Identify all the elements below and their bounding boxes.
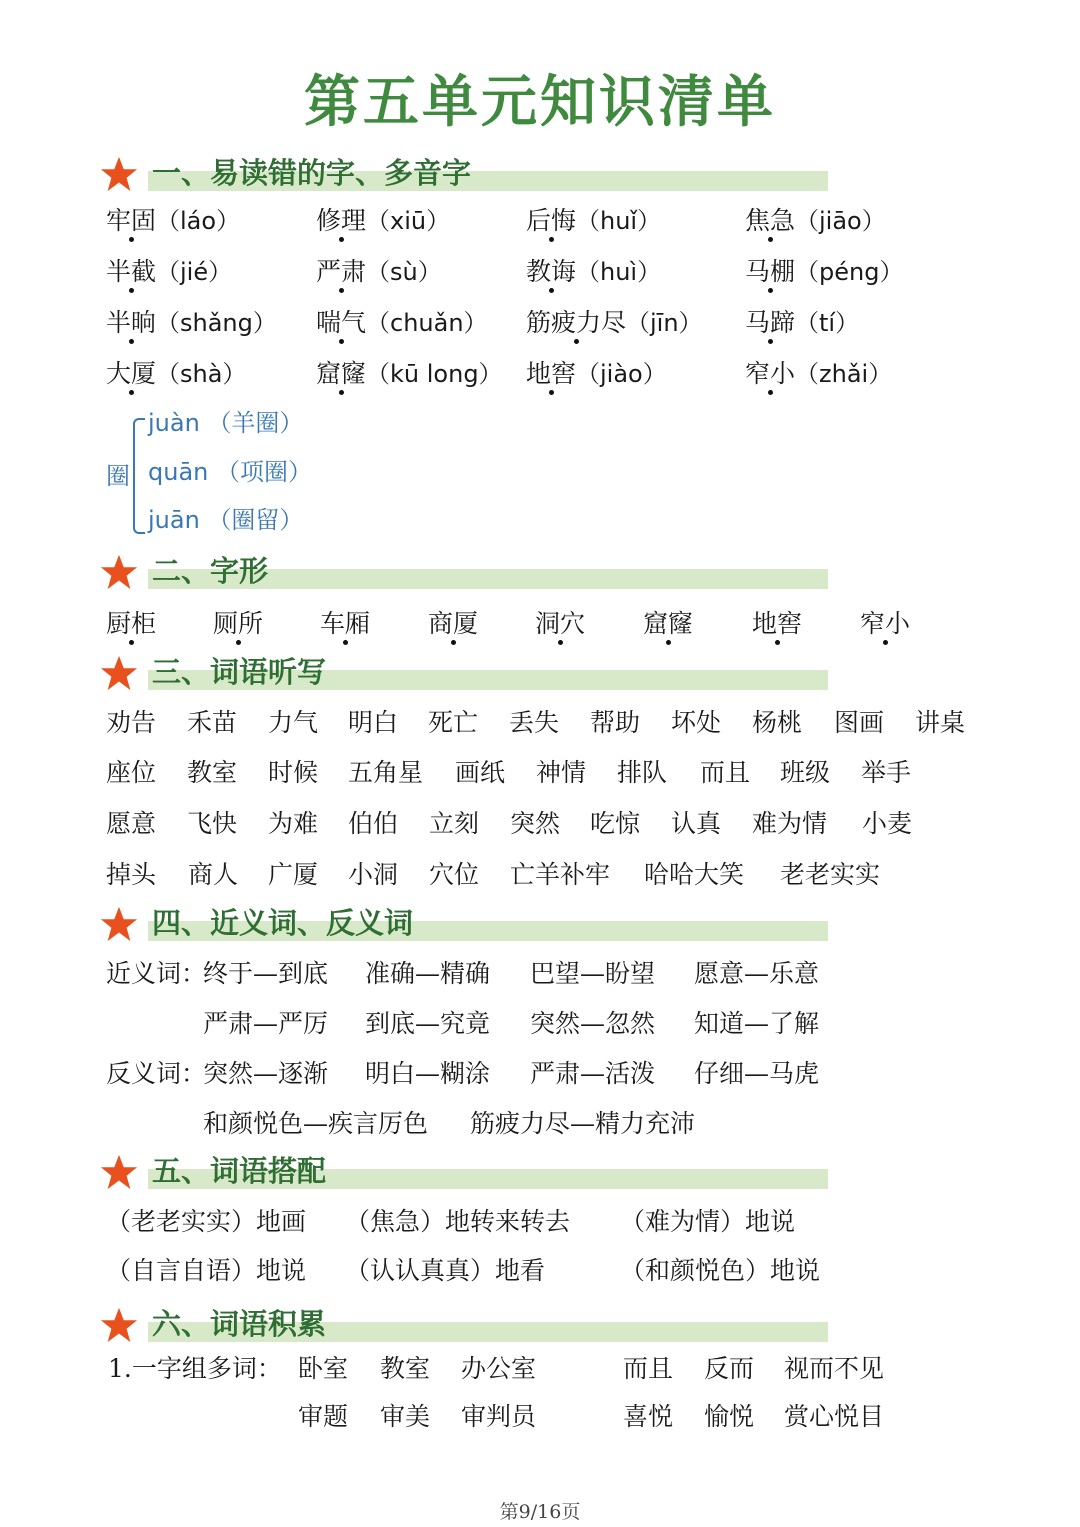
reading-item: 马蹄（tí） <box>745 308 860 337</box>
synonym-pair: 到底—究竟 <box>365 1009 491 1038</box>
dictation-word: 认真 <box>671 809 722 838</box>
accumulation-word: 喜悦 <box>623 1402 674 1431</box>
star-icon <box>100 1306 138 1344</box>
synonym-pair: 突然—忽然 <box>530 1009 656 1038</box>
word-item: 厕所 <box>213 609 264 638</box>
page-title: 第五单元知识清单 <box>304 70 776 135</box>
reading-item: 大厦（shà） <box>106 359 247 388</box>
polyphone-char: 圈 <box>106 462 130 490</box>
dictation-word: 广厦 <box>268 860 319 889</box>
word-item: 地窖 <box>752 609 803 638</box>
reading-item: 后悔（huǐ） <box>526 206 662 235</box>
word-item: 窟窿 <box>643 609 694 638</box>
reading-item: 喘气（chuǎn） <box>316 308 488 337</box>
dictation-word: 教室 <box>187 758 238 787</box>
section-heading: 三、词语听写 <box>152 655 327 689</box>
reading-item: 马棚（péng） <box>745 257 904 286</box>
star-icon <box>100 654 138 692</box>
dictation-word: 为难 <box>268 809 319 838</box>
antonym-pair: 和颜悦色—疾言厉色 <box>203 1109 429 1138</box>
accumulation-word: 审判员 <box>461 1402 537 1431</box>
collocation: （自言自语）地说 <box>106 1256 307 1285</box>
dictation-word: 突然 <box>510 809 561 838</box>
reading-item: 严肃（sù） <box>316 257 442 286</box>
dictation-word: 禾苗 <box>187 708 238 737</box>
dictation-word: 帮助 <box>590 708 641 737</box>
word-item: 洞穴 <box>535 609 586 638</box>
dictation-word: 杨桃 <box>752 708 803 737</box>
star-icon <box>100 553 138 591</box>
dictation-word: 亡羊补牢 <box>510 860 611 889</box>
page-number: 第9/16页 <box>499 1501 581 1523</box>
section-heading: 二、字形 <box>152 554 269 588</box>
section-header-2 <box>100 553 830 589</box>
dictation-word: 举手 <box>861 758 912 787</box>
section-header-1 <box>100 155 830 191</box>
reading-item: 牢固（láo） <box>106 206 241 235</box>
dictation-word: 伯伯 <box>348 809 399 838</box>
dictation-word: 掉头 <box>106 860 157 889</box>
section-header-5 <box>100 1153 830 1189</box>
reading-item: 地窖（jiào） <box>526 359 667 388</box>
accumulation-word: 教室 <box>380 1354 431 1383</box>
synonym-pair: 知道—了解 <box>694 1009 820 1038</box>
dictation-word: 愿意 <box>106 809 157 838</box>
section-heading: 五、词语搭配 <box>152 1154 327 1188</box>
antonym-pair: 严肃—活泼 <box>530 1059 656 1088</box>
section-heading: 四、近义词、反义词 <box>152 906 414 940</box>
polyphone-brace <box>133 418 145 534</box>
accumulation-word: 卧室 <box>298 1354 349 1383</box>
dictation-word: 丢失 <box>509 708 560 737</box>
dictation-word: 讲桌 <box>915 708 966 737</box>
antonym-pair: 明白—糊涂 <box>365 1059 491 1088</box>
collocation: （焦急）地转来转去 <box>345 1207 571 1236</box>
collocation: （和颜悦色）地说 <box>620 1256 821 1285</box>
accumulation-word: 审美 <box>380 1402 431 1431</box>
reading-item: 焦急（jiāo） <box>745 206 886 235</box>
accumulation-word: 审题 <box>298 1402 349 1431</box>
antonym-label: 反义词： <box>106 1059 207 1088</box>
polyphone-reading: juān （圈留） <box>148 506 304 534</box>
antonym-pair: 突然—逐渐 <box>203 1059 329 1088</box>
collocation: （老老实实）地画 <box>106 1207 307 1236</box>
star-icon <box>100 905 138 943</box>
dictation-word: 飞快 <box>187 809 238 838</box>
collocation: （认认真真）地看 <box>345 1256 546 1285</box>
accumulation-word: 愉悦 <box>704 1402 755 1431</box>
word-item: 车厢 <box>320 609 371 638</box>
synonym-pair: 准确—精确 <box>365 959 491 988</box>
synonym-pair: 终于—到底 <box>203 959 329 988</box>
dictation-word: 排队 <box>617 758 668 787</box>
dictation-word: 画纸 <box>455 758 506 787</box>
accumulation-word: 办公室 <box>461 1354 537 1383</box>
accumulation-word: 赏心悦目 <box>784 1402 885 1431</box>
reading-item: 修理（xiū） <box>316 206 451 235</box>
reading-item: 教诲（huì） <box>526 257 662 286</box>
section-header-4 <box>100 905 830 941</box>
reading-item: 半截（jié） <box>106 257 233 286</box>
word-item: 商厦 <box>428 609 479 638</box>
accumulation-word: 反而 <box>704 1354 755 1383</box>
reading-item: 窄小（zhǎi） <box>745 359 893 388</box>
dictation-word: 哈哈大笑 <box>644 860 745 889</box>
dictation-word: 五角星 <box>348 758 424 787</box>
dictation-word: 商人 <box>188 860 239 889</box>
collocation: （难为情）地说 <box>620 1207 796 1236</box>
dictation-word: 老老实实 <box>780 860 881 889</box>
dictation-word: 死亡 <box>428 708 479 737</box>
dictation-word: 小洞 <box>348 860 399 889</box>
dictation-word: 班级 <box>780 758 831 787</box>
dictation-word: 图画 <box>834 708 885 737</box>
polyphone-reading: juàn （羊圈） <box>148 409 304 437</box>
section-heading: 一、易读错的字、多音字 <box>152 156 472 190</box>
word-item: 窄小 <box>860 609 911 638</box>
dictation-word: 小麦 <box>862 809 913 838</box>
reading-item: 半晌（shǎng） <box>106 308 277 337</box>
dictation-word: 吃惊 <box>590 809 641 838</box>
star-icon <box>100 1153 138 1191</box>
dictation-word: 劝告 <box>106 708 157 737</box>
reading-item: 窟窿（kū long） <box>316 359 503 388</box>
synonym-label: 近义词： <box>106 959 207 988</box>
dictation-word: 力气 <box>268 708 319 737</box>
reading-item: 筋疲力尽（jīn） <box>526 308 703 337</box>
dictation-word: 神情 <box>536 758 587 787</box>
dictation-word: 而且 <box>700 758 751 787</box>
polyphone-reading: quān （项圈） <box>148 458 313 486</box>
dictation-word: 难为情 <box>752 809 828 838</box>
antonym-pair: 仔细—马虎 <box>694 1059 820 1088</box>
synonym-pair: 巴望—盼望 <box>530 959 656 988</box>
dictation-word: 明白 <box>348 708 399 737</box>
section-header-6 <box>100 1306 830 1342</box>
dictation-word: 座位 <box>106 758 157 787</box>
dictation-word: 穴位 <box>429 860 480 889</box>
star-icon <box>100 155 138 193</box>
accumulation-word: 视而不见 <box>784 1354 885 1383</box>
dictation-word: 立刻 <box>429 809 480 838</box>
dictation-word: 坏处 <box>671 708 722 737</box>
word-item: 厨柜 <box>106 609 157 638</box>
accumulation-word: 而且 <box>623 1354 674 1383</box>
accumulation-label: 1.一字组多词： <box>108 1354 282 1383</box>
antonym-pair: 筋疲力尽—精力充沛 <box>470 1109 696 1138</box>
dictation-word: 时候 <box>268 758 319 787</box>
synonym-pair: 严肃—严厉 <box>203 1009 329 1038</box>
section-heading: 六、词语积累 <box>152 1307 327 1341</box>
section-header-3 <box>100 654 830 690</box>
synonym-pair: 愿意—乐意 <box>694 959 820 988</box>
